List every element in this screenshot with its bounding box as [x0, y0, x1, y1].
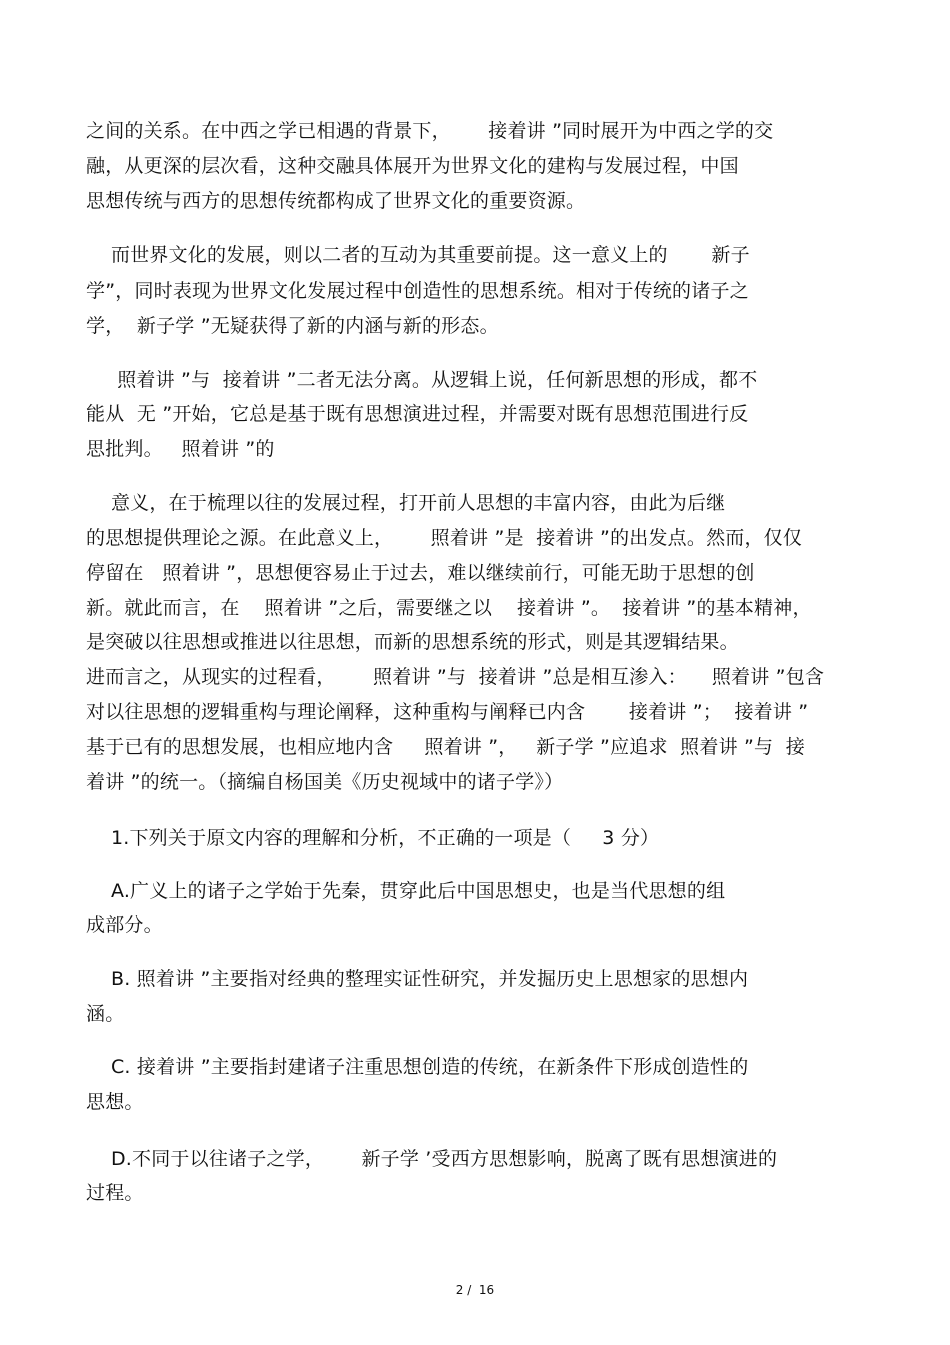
text-line: 学”，同时表现为世界文化发展过程中创造性的思想系统。相对于传统的诸子之	[86, 280, 749, 302]
option-c-cont: 思想。	[86, 1091, 144, 1113]
option-a: A.广义上的诸子之学始于先秦，贯穿此后中国思想史，也是当代思想的组	[86, 880, 726, 902]
text-line: 对以往思想的逻辑重构与理论阐释，这种重构与阐释已内含 接着讲 ”； 接着讲 ”	[86, 701, 809, 723]
text-line: 是突破以往思想或推进以往思想，而新的思想系统的形式，则是其逻辑结果。	[86, 631, 739, 653]
question-stem: 1.下列关于原文内容的理解和分析，不正确的一项是（ 3 分）	[86, 827, 660, 849]
text-line: 思想传统与西方的思想传统都构成了世界文化的重要资源。	[86, 190, 586, 212]
option-b: B. 照着讲 ”主要指对经典的整理实证性研究，并发掘历史上思想家的思想内	[86, 968, 749, 990]
text-line: 而世界文化的发展，则以二者的互动为其重要前提。这一意义上的 新子	[86, 244, 750, 266]
option-d-cont: 过程。	[86, 1182, 144, 1204]
text-line: 着讲 ”的统一。（摘编自杨国美《历史视域中的诸子学》）	[86, 771, 564, 793]
option-a-cont: 成部分。	[86, 914, 163, 936]
text-line: 思批判。 照着讲 ”的	[86, 438, 275, 460]
text-line: 学， 新子学 ”无疑获得了新的内涵与新的形态。	[86, 315, 499, 337]
text-line: 照着讲 ”与 接着讲 ”二者无法分离。从逻辑上说，任何新思想的形成，都不	[86, 369, 758, 391]
text-line: 能从 无 ”开始，它总是基于既有思想演进过程，并需要对既有思想范围进行反	[86, 403, 749, 425]
text-line: 的思想提供理论之源。在此意义上， 照着讲 ”是 接着讲 ”的出发点。然而，仅仅	[86, 527, 803, 549]
option-b-cont: 涵。	[86, 1003, 125, 1025]
text-line: 融，从更深的层次看，这种交融具体展开为世界文化的建构与发展过程，中国	[86, 155, 739, 177]
text-line: 停留在 照着讲 ”，思想便容易止于过去，难以继续前行，可能无助于思想的创	[86, 562, 755, 584]
page-number: 2 / 16	[455, 1283, 495, 1297]
text-line: 进而言之，从现实的过程看， 照着讲 ”与 接着讲 ”总是相互渗入： 照着讲 ”包含	[86, 666, 825, 688]
text-line: 新。就此而言，在 照着讲 ”之后，需要继之以 接着讲 ”。 接着讲 ”的基本精神，	[86, 597, 812, 619]
option-d: D.不同于以往诸子之学， 新子学 ’受西方思想影响，脱离了既有思想演进的	[86, 1148, 778, 1170]
option-c: C. 接着讲 ”主要指封建诸子注重思想创造的传统，在新条件下形成创造性的	[86, 1056, 749, 1078]
text-line: 意义，在于梳理以往的发展过程，打开前人思想的丰富内容，由此为后继	[86, 492, 726, 514]
text-line: 基于已有的思想发展，也相应地内含 照着讲 ”， 新子学 ”应追求 照着讲 ”与 接	[86, 736, 805, 758]
text-line: 之间的关系。在中西之学已相遇的背景下， 接着讲 ”同时展开为中西之学的交	[86, 120, 774, 142]
